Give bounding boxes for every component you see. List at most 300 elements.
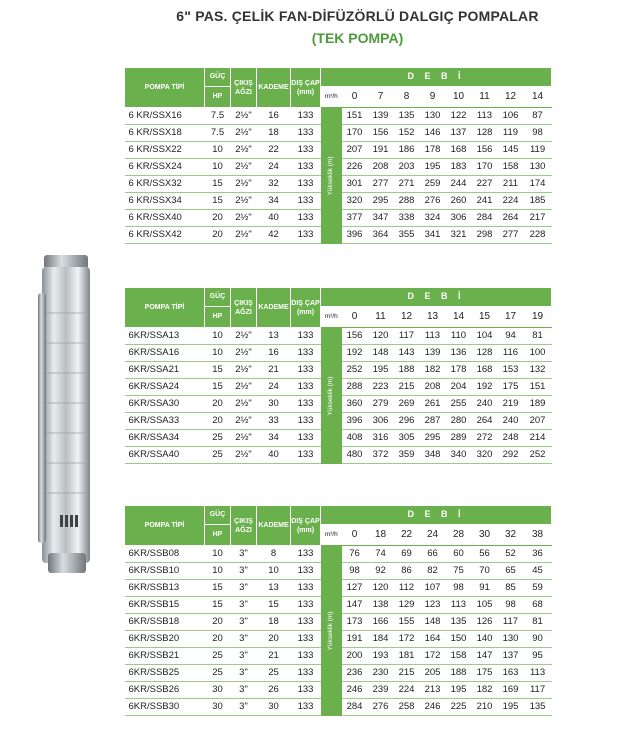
flow-value: 30 xyxy=(472,524,498,545)
head-value: 288 xyxy=(394,193,420,210)
power-hp: 30 xyxy=(205,682,231,699)
head-value: 119 xyxy=(524,142,552,159)
head-value: 320 xyxy=(472,447,498,464)
head-value: 128 xyxy=(472,345,498,362)
pump-type: 6KR/SSB26 xyxy=(125,682,205,699)
pump-type: 6KR/SSA30 xyxy=(125,396,205,413)
header-debi: D E B İ xyxy=(321,68,552,87)
head-value: 191 xyxy=(368,142,394,159)
head-value: 287 xyxy=(420,413,446,430)
head-value: 246 xyxy=(342,682,368,699)
head-value: 348 xyxy=(420,447,446,464)
header-guc: GÜÇ xyxy=(205,506,231,525)
header-cikis-agzi: ÇIKIŞ AĞZI xyxy=(231,506,257,546)
pump-type: 6KR/SSB15 xyxy=(125,597,205,614)
head-value: 272 xyxy=(472,430,498,447)
head-value: 123 xyxy=(420,597,446,614)
head-value: 188 xyxy=(394,362,420,379)
stage-count: 21 xyxy=(257,648,291,665)
head-value: 244 xyxy=(446,176,472,193)
head-value: 191 xyxy=(342,631,368,648)
header-cikis-agzi: ÇIKIŞ AĞZI xyxy=(231,288,257,328)
stage-count: 18 xyxy=(257,125,291,142)
outlet-size: 3" xyxy=(231,682,257,699)
head-value: 210 xyxy=(472,699,498,716)
height-label: Yükseklik (m) xyxy=(327,611,334,651)
table-row xyxy=(125,328,552,345)
outlet-size: 3" xyxy=(231,648,257,665)
head-value: 240 xyxy=(498,413,524,430)
head-value: 139 xyxy=(368,108,394,125)
head-value: 120 xyxy=(368,328,394,345)
stage-count: 34 xyxy=(257,430,291,447)
head-value: 295 xyxy=(420,430,446,447)
head-value: 130 xyxy=(524,159,552,176)
flow-value: 19 xyxy=(524,306,552,327)
head-value: 65 xyxy=(498,563,524,580)
head-value: 82 xyxy=(420,563,446,580)
flow-value: 11 xyxy=(472,86,498,107)
head-value: 200 xyxy=(342,648,368,665)
pump-type: 6KR/SSB18 xyxy=(125,614,205,631)
table-row xyxy=(125,546,552,563)
outer-diameter: 133 xyxy=(291,362,321,379)
head-value: 276 xyxy=(368,699,394,716)
pump-type: 6KR/SSA13 xyxy=(125,328,205,345)
head-value: 106 xyxy=(498,108,524,125)
head-value: 151 xyxy=(524,379,552,396)
head-value: 195 xyxy=(446,682,472,699)
header-kademe: KADEME xyxy=(257,506,291,546)
stage-count: 21 xyxy=(257,362,291,379)
head-value: 224 xyxy=(394,682,420,699)
head-value: 321 xyxy=(446,227,472,244)
outlet-size: 2½" xyxy=(231,379,257,396)
stage-count: 22 xyxy=(257,142,291,159)
head-value: 137 xyxy=(498,648,524,665)
head-value: 340 xyxy=(446,447,472,464)
head-value: 211 xyxy=(498,176,524,193)
pump-type: 6KR/SSA33 xyxy=(125,413,205,430)
head-value: 341 xyxy=(420,227,446,244)
head-value: 98 xyxy=(498,597,524,614)
header-cikis-agzi: ÇIKIŞ AĞZI xyxy=(231,68,257,108)
outlet-size: 2½" xyxy=(231,396,257,413)
head-value: 269 xyxy=(394,396,420,413)
pump-type: 6 KR/SSX42 xyxy=(125,227,205,244)
header-hp: HP xyxy=(205,306,231,327)
outlet-size: 3" xyxy=(231,631,257,648)
head-value: 168 xyxy=(472,362,498,379)
power-hp: 15 xyxy=(205,176,231,193)
table-header xyxy=(125,288,552,328)
head-value: 185 xyxy=(524,193,552,210)
head-value: 155 xyxy=(394,614,420,631)
pump-type: 6 KR/SSX18 xyxy=(125,125,205,142)
head-value: 377 xyxy=(342,210,368,227)
head-value: 113 xyxy=(446,597,472,614)
head-value: 113 xyxy=(524,665,552,682)
head-value: 87 xyxy=(524,108,552,125)
flow-value: 10 xyxy=(446,86,472,107)
head-value: 276 xyxy=(420,193,446,210)
head-value: 259 xyxy=(420,176,446,193)
head-value: 258 xyxy=(394,699,420,716)
stage-count: 33 xyxy=(257,413,291,430)
outer-diameter: 133 xyxy=(291,699,321,716)
table-header xyxy=(125,506,552,546)
head-value: 252 xyxy=(342,362,368,379)
head-value: 255 xyxy=(446,396,472,413)
head-value: 139 xyxy=(420,345,446,362)
head-value: 195 xyxy=(368,362,394,379)
table-header xyxy=(125,68,552,108)
flow-value: 28 xyxy=(446,524,472,545)
stage-count: 42 xyxy=(257,227,291,244)
head-value: 204 xyxy=(446,379,472,396)
head-value: 113 xyxy=(472,108,498,125)
head-value: 181 xyxy=(394,648,420,665)
head-value: 228 xyxy=(524,227,552,244)
height-label-cell xyxy=(321,108,342,244)
power-hp: 25 xyxy=(205,447,231,464)
flow-value: 7 xyxy=(368,86,394,107)
head-value: 480 xyxy=(342,447,368,464)
pump-type: 6 KR/SSX32 xyxy=(125,176,205,193)
head-value: 271 xyxy=(394,176,420,193)
flow-value: 11 xyxy=(368,306,394,327)
head-value: 156 xyxy=(342,328,368,345)
power-hp: 10 xyxy=(205,142,231,159)
head-value: 137 xyxy=(446,125,472,142)
head-value: 153 xyxy=(498,362,524,379)
head-value: 306 xyxy=(368,413,394,430)
head-value: 324 xyxy=(420,210,446,227)
flow-value: 22 xyxy=(394,524,420,545)
head-value: 372 xyxy=(368,447,394,464)
power-hp: 30 xyxy=(205,699,231,716)
head-value: 192 xyxy=(472,379,498,396)
head-value: 360 xyxy=(342,396,368,413)
head-value: 396 xyxy=(342,227,368,244)
head-value: 207 xyxy=(524,413,552,430)
head-value: 113 xyxy=(420,328,446,345)
head-value: 277 xyxy=(498,227,524,244)
head-value: 184 xyxy=(368,631,394,648)
outlet-size: 3" xyxy=(231,597,257,614)
pump-type: 6KR/SSA34 xyxy=(125,430,205,447)
head-value: 148 xyxy=(368,345,394,362)
head-value: 145 xyxy=(498,142,524,159)
head-value: 279 xyxy=(368,396,394,413)
head-value: 188 xyxy=(446,665,472,682)
head-value: 117 xyxy=(498,614,524,631)
head-value: 226 xyxy=(342,159,368,176)
head-value: 195 xyxy=(420,159,446,176)
head-value: 135 xyxy=(524,699,552,716)
head-value: 213 xyxy=(420,682,446,699)
header-kademe: KADEME xyxy=(257,68,291,108)
head-value: 295 xyxy=(368,193,394,210)
head-value: 135 xyxy=(446,614,472,631)
head-value: 136 xyxy=(446,345,472,362)
flow-value: 14 xyxy=(446,306,472,327)
header-row xyxy=(125,68,552,87)
head-value: 208 xyxy=(368,159,394,176)
stage-count: 8 xyxy=(257,546,291,563)
head-value: 81 xyxy=(524,614,552,631)
header-m3h: m³/h xyxy=(321,524,342,545)
outer-diameter: 133 xyxy=(291,108,321,125)
header-debi: D E B İ xyxy=(321,288,552,307)
power-hp: 15 xyxy=(205,580,231,597)
pump-type: 6KR/SSA21 xyxy=(125,362,205,379)
outer-diameter: 133 xyxy=(291,563,321,580)
power-hp: 7.5 xyxy=(205,108,231,125)
head-value: 178 xyxy=(446,362,472,379)
outer-diameter: 133 xyxy=(291,159,321,176)
outer-diameter: 133 xyxy=(291,413,321,430)
head-value: 355 xyxy=(394,227,420,244)
head-value: 168 xyxy=(446,142,472,159)
head-value: 261 xyxy=(420,396,446,413)
header-kademe: KADEME xyxy=(257,288,291,328)
outer-diameter: 133 xyxy=(291,345,321,362)
head-value: 214 xyxy=(524,430,552,447)
pump-type: 6KR/SSB08 xyxy=(125,546,205,563)
power-hp: 10 xyxy=(205,328,231,345)
head-value: 252 xyxy=(524,447,552,464)
head-value: 183 xyxy=(446,159,472,176)
head-value: 296 xyxy=(394,413,420,430)
outlet-size: 2½" xyxy=(231,328,257,345)
outlet-size: 2½" xyxy=(231,142,257,159)
head-value: 195 xyxy=(498,699,524,716)
outer-diameter: 133 xyxy=(291,379,321,396)
header-dis-cap: DIŞ ÇAP (mm) xyxy=(291,68,321,108)
head-value: 56 xyxy=(472,546,498,563)
pump-type: 6 KR/SSX16 xyxy=(125,108,205,125)
head-value: 117 xyxy=(394,328,420,345)
outlet-size: 3" xyxy=(231,699,257,716)
head-value: 140 xyxy=(472,631,498,648)
head-value: 130 xyxy=(420,108,446,125)
outer-diameter: 133 xyxy=(291,631,321,648)
head-value: 92 xyxy=(368,563,394,580)
header-m3h: m³/h xyxy=(321,306,342,327)
head-value: 98 xyxy=(342,563,368,580)
head-value: 166 xyxy=(368,614,394,631)
head-value: 225 xyxy=(446,699,472,716)
head-value: 146 xyxy=(420,125,446,142)
outlet-size: 2½" xyxy=(231,210,257,227)
power-hp: 10 xyxy=(205,159,231,176)
outlet-size: 2½" xyxy=(231,362,257,379)
head-value: 105 xyxy=(472,597,498,614)
pump-type: 6KR/SSB20 xyxy=(125,631,205,648)
head-value: 86 xyxy=(394,563,420,580)
head-value: 205 xyxy=(420,665,446,682)
power-hp: 20 xyxy=(205,413,231,430)
flow-value: 12 xyxy=(498,86,524,107)
header-hp: HP xyxy=(205,86,231,107)
power-hp: 25 xyxy=(205,430,231,447)
power-hp: 20 xyxy=(205,631,231,648)
height-label: Yükseklik (m) xyxy=(327,376,334,416)
stage-count: 24 xyxy=(257,159,291,176)
head-value: 175 xyxy=(472,665,498,682)
header-guc: GÜÇ xyxy=(205,288,231,307)
flow-value: 0 xyxy=(342,86,368,107)
outlet-size: 2½" xyxy=(231,176,257,193)
head-value: 169 xyxy=(498,682,524,699)
head-value: 129 xyxy=(394,597,420,614)
power-hp: 20 xyxy=(205,614,231,631)
head-value: 320 xyxy=(342,193,368,210)
head-value: 147 xyxy=(472,648,498,665)
head-value: 224 xyxy=(498,193,524,210)
head-value: 396 xyxy=(342,413,368,430)
head-value: 264 xyxy=(498,210,524,227)
header-pompa-tipi: POMPA TİPİ xyxy=(125,506,205,546)
head-value: 100 xyxy=(524,345,552,362)
flow-value: 38 xyxy=(524,524,552,545)
stage-count: 15 xyxy=(257,597,291,614)
head-value: 298 xyxy=(472,227,498,244)
head-value: 347 xyxy=(368,210,394,227)
head-value: 132 xyxy=(524,362,552,379)
head-value: 70 xyxy=(472,563,498,580)
head-value: 122 xyxy=(446,108,472,125)
outlet-size: 3" xyxy=(231,580,257,597)
head-value: 127 xyxy=(342,580,368,597)
head-value: 152 xyxy=(394,125,420,142)
stage-count: 40 xyxy=(257,447,291,464)
outer-diameter: 133 xyxy=(291,580,321,597)
header-dis-cap: DIŞ ÇAP (mm) xyxy=(291,506,321,546)
outer-diameter: 133 xyxy=(291,176,321,193)
stage-count: 26 xyxy=(257,682,291,699)
head-value: 74 xyxy=(368,546,394,563)
head-value: 230 xyxy=(368,665,394,682)
pump-type: 6KR/SSB25 xyxy=(125,665,205,682)
table-row xyxy=(125,108,552,125)
head-value: 292 xyxy=(498,447,524,464)
head-value: 95 xyxy=(524,648,552,665)
power-hp: 20 xyxy=(205,396,231,413)
head-value: 60 xyxy=(446,546,472,563)
head-value: 215 xyxy=(394,665,420,682)
table-body xyxy=(125,546,552,716)
head-value: 173 xyxy=(342,614,368,631)
outlet-size: 3" xyxy=(231,665,257,682)
flow-value: 12 xyxy=(394,306,420,327)
head-value: 107 xyxy=(420,580,446,597)
header-pompa-tipi: POMPA TİPİ xyxy=(125,288,205,328)
power-hp: 15 xyxy=(205,597,231,614)
flow-value: 13 xyxy=(420,306,446,327)
stage-count: 13 xyxy=(257,580,291,597)
head-value: 98 xyxy=(446,580,472,597)
header-hp: HP xyxy=(205,524,231,545)
head-value: 182 xyxy=(420,362,446,379)
outer-diameter: 133 xyxy=(291,648,321,665)
outer-diameter: 133 xyxy=(291,614,321,631)
stage-count: 16 xyxy=(257,345,291,362)
head-value: 301 xyxy=(342,176,368,193)
head-value: 246 xyxy=(420,699,446,716)
head-value: 186 xyxy=(394,142,420,159)
pump-type: 6KR/SSB13 xyxy=(125,580,205,597)
head-value: 68 xyxy=(524,597,552,614)
page-title: 6" PAS. ÇELİK FAN-DİFÜZÖRLÜ DALGIÇ POMPALAR xyxy=(176,8,539,24)
power-hp: 10 xyxy=(205,546,231,563)
head-value: 94 xyxy=(498,328,524,345)
header-row xyxy=(125,288,552,307)
outlet-size: 2½" xyxy=(231,125,257,142)
outer-diameter: 133 xyxy=(291,227,321,244)
header-dis-cap: DIŞ ÇAP (mm) xyxy=(291,288,321,328)
flow-value: 18 xyxy=(368,524,394,545)
head-value: 120 xyxy=(368,580,394,597)
power-hp: 7.5 xyxy=(205,125,231,142)
head-value: 59 xyxy=(524,580,552,597)
table-body xyxy=(125,108,552,244)
header-row xyxy=(125,506,552,525)
head-value: 280 xyxy=(446,413,472,430)
power-hp: 15 xyxy=(205,362,231,379)
head-value: 98 xyxy=(524,125,552,142)
head-value: 178 xyxy=(420,142,446,159)
head-value: 119 xyxy=(498,125,524,142)
head-value: 85 xyxy=(498,580,524,597)
head-value: 219 xyxy=(498,396,524,413)
head-value: 215 xyxy=(394,379,420,396)
outlet-size: 2½" xyxy=(231,227,257,244)
head-value: 172 xyxy=(420,648,446,665)
head-value: 135 xyxy=(394,108,420,125)
outlet-size: 3" xyxy=(231,563,257,580)
pump-type: 6 KR/SSX24 xyxy=(125,159,205,176)
flow-value: 0 xyxy=(342,306,368,327)
outer-diameter: 133 xyxy=(291,142,321,159)
head-value: 81 xyxy=(524,328,552,345)
head-value: 164 xyxy=(420,631,446,648)
head-value: 193 xyxy=(368,648,394,665)
pump-table-ssa xyxy=(124,287,552,464)
stage-count: 30 xyxy=(257,699,291,716)
flow-value: 14 xyxy=(524,86,552,107)
flow-value: 9 xyxy=(420,86,446,107)
head-value: 91 xyxy=(472,580,498,597)
head-value: 264 xyxy=(472,413,498,430)
head-value: 207 xyxy=(342,142,368,159)
head-value: 36 xyxy=(524,546,552,563)
outer-diameter: 133 xyxy=(291,328,321,345)
head-value: 170 xyxy=(342,125,368,142)
stage-count: 24 xyxy=(257,379,291,396)
outlet-size: 2½" xyxy=(231,108,257,125)
stage-count: 32 xyxy=(257,176,291,193)
outer-diameter: 133 xyxy=(291,125,321,142)
pump-table-ssb xyxy=(124,505,552,716)
page-subtitle: (TEK POMPA) xyxy=(311,30,404,46)
pump-type: 6KR/SSA40 xyxy=(125,447,205,464)
head-value: 364 xyxy=(368,227,394,244)
head-value: 170 xyxy=(472,159,498,176)
head-value: 217 xyxy=(524,210,552,227)
head-value: 284 xyxy=(342,699,368,716)
